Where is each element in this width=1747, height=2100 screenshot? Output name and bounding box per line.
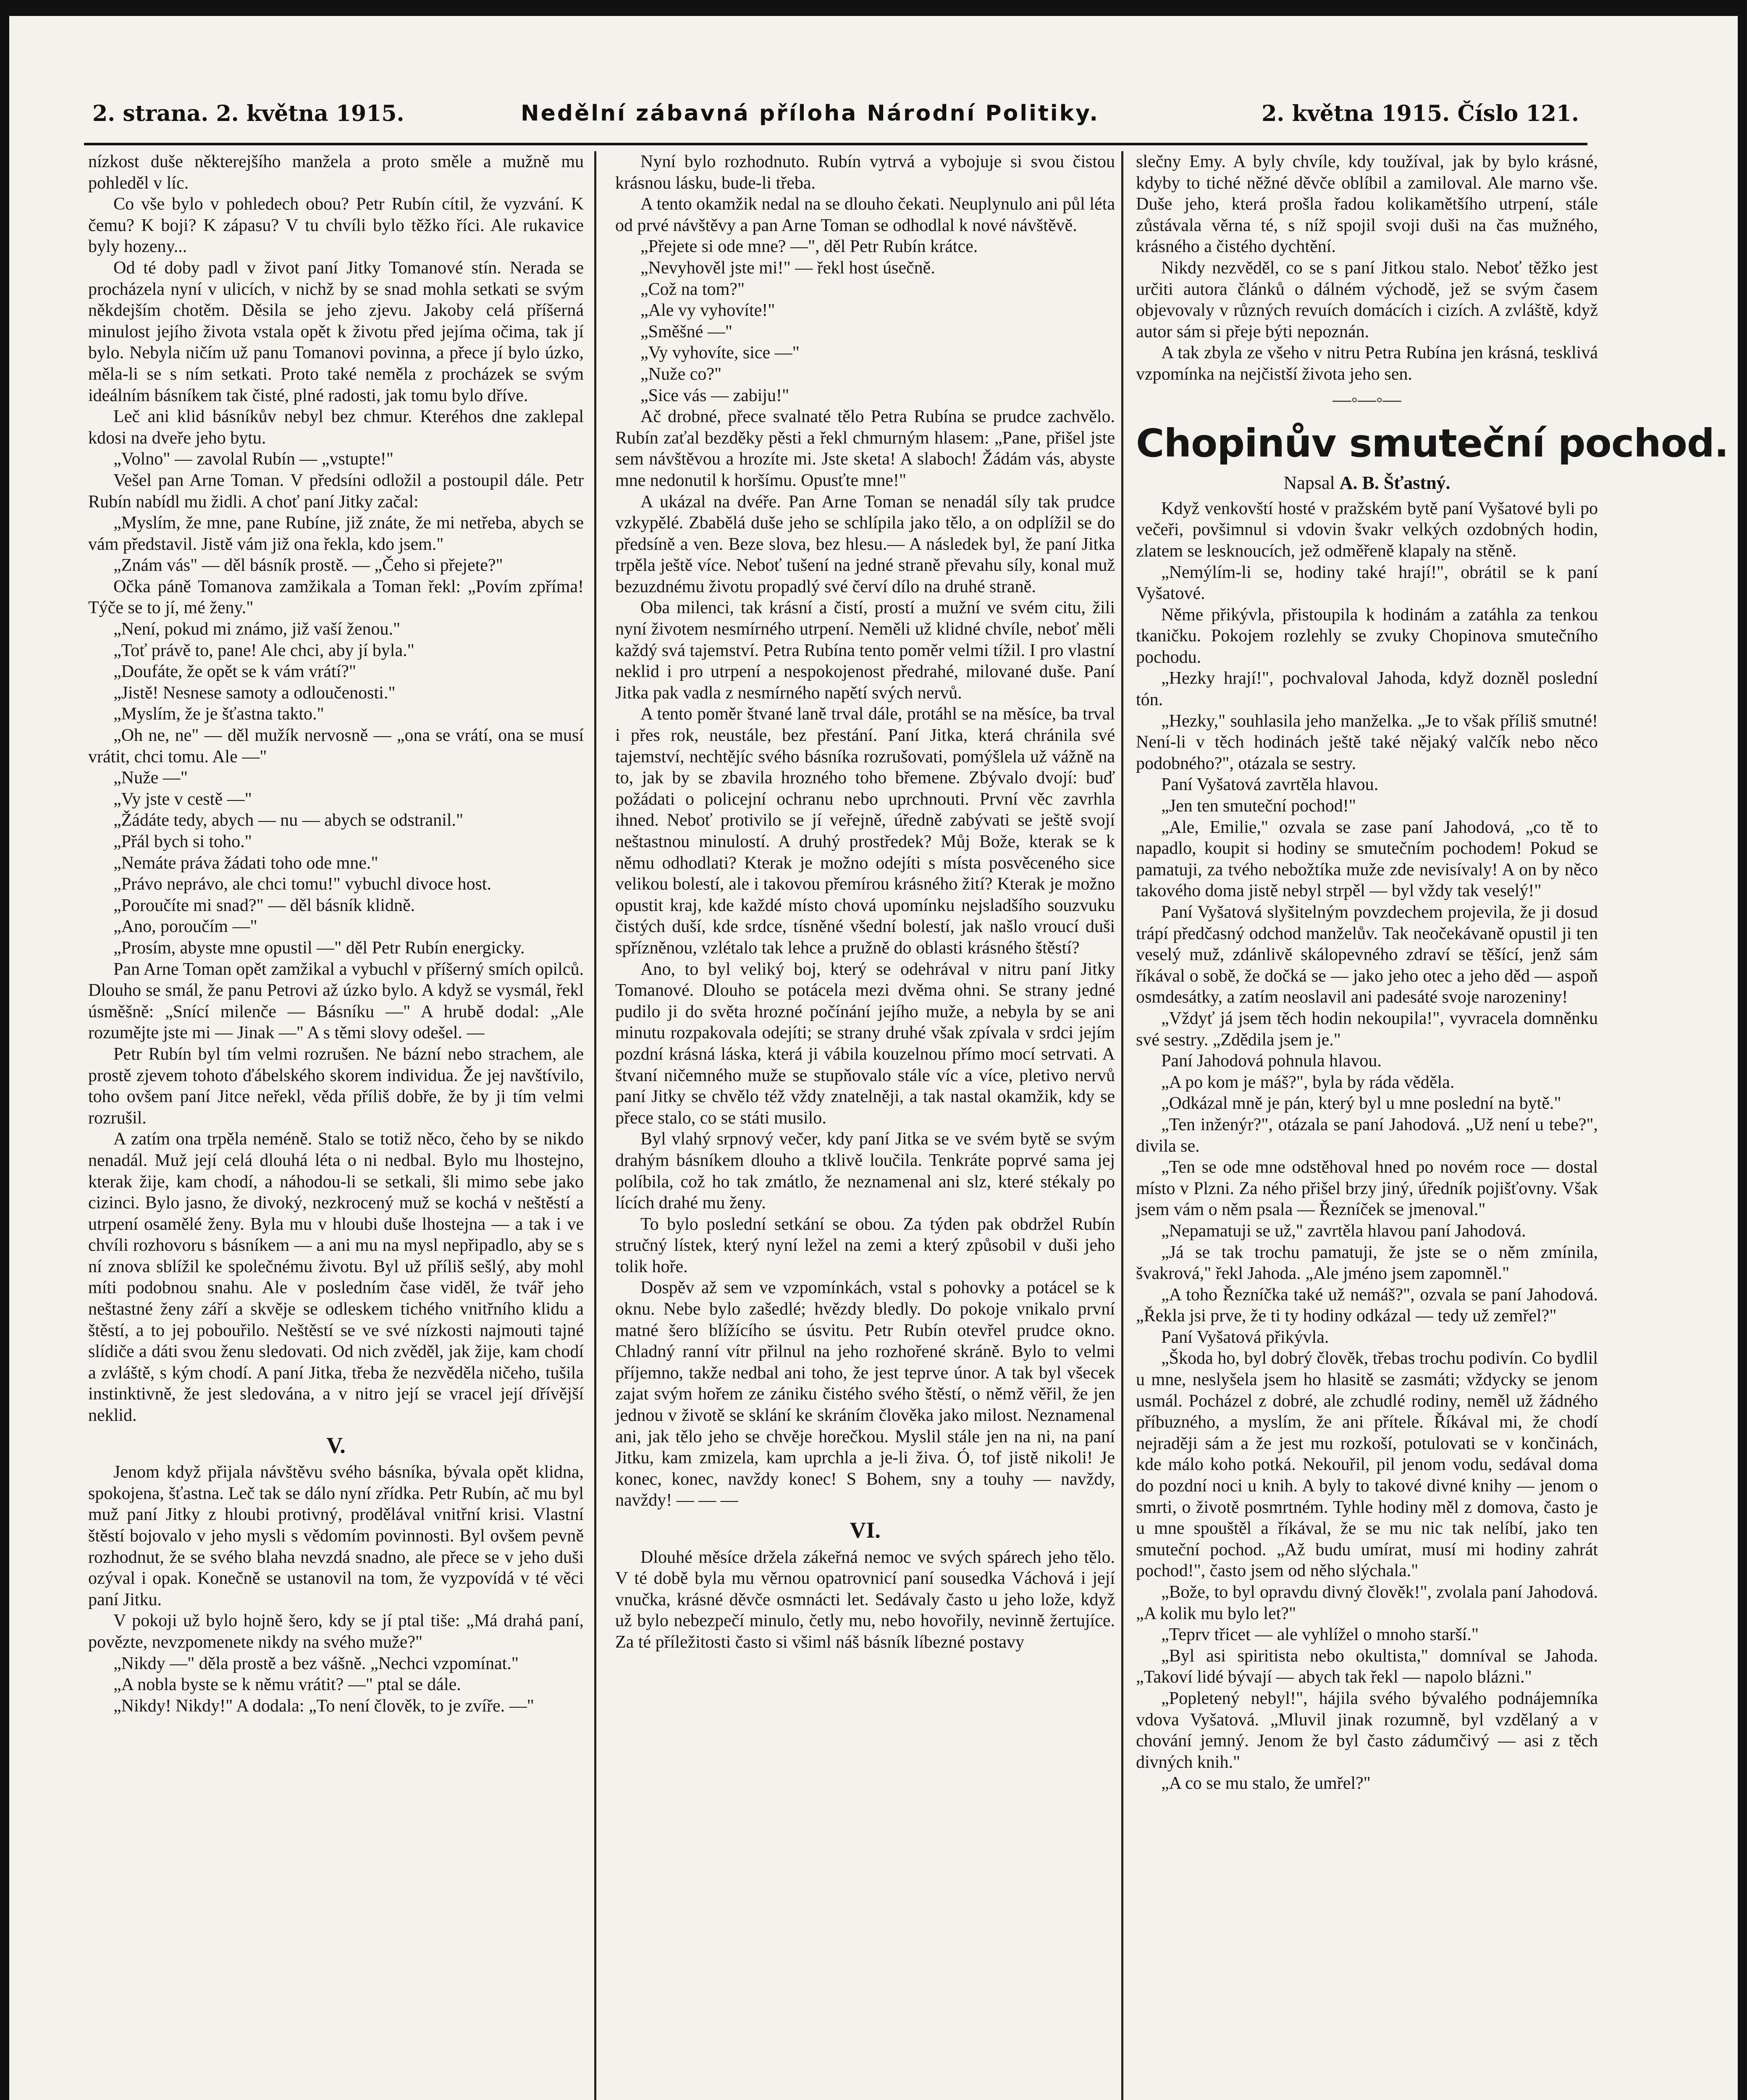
paragraph: Paní Vyšatová přikývla. — [1161, 1327, 1329, 1347]
scan-border-right — [1738, 0, 1747, 2100]
page-header — [92, 101, 1579, 139]
paragraph: „Směšné —" — [640, 322, 732, 341]
paragraph: Nyní bylo rozhodnuto. Rubín vytrvá a vybojuje si svou čistou krásnou lásku, bude-li třeba. — [615, 152, 1115, 193]
paragraph: Dospěv až sem ve vzpomínkách, vstal s pohovky a potácel se k oknu. Nebe bylo zašedlé; hvězdy bledly. Do pokoje vnikalo první matné šero blížícího se úsvitu. Petr Rubín otevřel prudce okno. Chladný ranní vítr přilnul na jeho rozhořené skráně. Bylo to velmi příjemno, takže nedbal ani toho, že jest teprve únor. A tak byl všecek zajat svým hořem ze zániku čistého svého štěstí, o němž věřil, že jen jednou v životě se sklání ke skráním člověka jako milost. Neznamenal ani, jak tělo jeho se chvěje horečkou. Myslil stále jen na ni, na paní Jitku, kam zmizela, kam uprchla a je-li živa. Ó, tof jistě nikoli! Je konec, konec, navždy konec! S Bohem, sny a touhy — navždy, navždy! — — — — [615, 1278, 1115, 1510]
paragraph: „Škoda ho, byl dobrý člověk, třebas trochu podivín. Co bydlil u mne, neslyšela jsem ho hlasitě se zasmáti; vždycky se jenom usmál. Pocházel z dobré, ale zchudlé rodiny, neměl už žádného příbuzného, a myslím, že ani přítele. Říkával mi, že chodí nejraději sám a že jest mu rozkoší, potulovati se v končinách, kde málo koho potká. Nekouřil, pil jenom vodu, sedával doma do pozdní noci u knih. A byly to takové divné knihy — jenom o smrti, o životě posmrtném. Tyhle hodiny měl z domova, často je u mne spouštěl a říkával, že se mu nic tak nelíbí, jako ten smuteční pochod. „Až budu umírat, musí mi hodiny zahrát pochod!", často jsem od něho slýchala." — [1136, 1349, 1598, 1581]
paragraph: „A nobla byste se k němu vrátit? —" ptal se dále. — [113, 1675, 461, 1695]
paragraph: „Myslím, že je šťastna takto." — [113, 704, 324, 724]
paragraph: „Právo neprávo, ale chci tomu!" vybuchl divoce host. — [113, 874, 492, 894]
header-rule — [84, 143, 1587, 145]
paragraph: „Ale, Emilie," ozvala se zase paní Jahodová, „co tě to napadlo, koupit si hodiny se smutečním pochodem! Pokud se pamatuji, za tvého nebožtíka muže zde nevisívaly! A on by něco takového doma jistě nebyl strpěl — byl vždy tak veselý!" — [1136, 817, 1598, 901]
paragraph: „Vždyť já jsem těch hodin nekoupila!", vyvracela domněnku své sestry. „Zdědila jsem je." — [1136, 1008, 1598, 1050]
paragraph: Leč ani klid básníkův nebyl bez chmur. Kteréhos dne zaklepal kdosi na dveře jeho bytu. — [88, 407, 584, 448]
paragraph: „Není, pokud mi známo, již vaší ženou." — [113, 620, 401, 639]
paragraph: Ano, to byl veliký boj, který se odehrával v nitru paní Jitky Tomanové. Dlouho se potácela mezi dvěma ohni. Se strany jedné pudilo ji do světa hrozné počínání jejího muže, a nebyla by se ani minutu rozpakovala odejíti; se strany druhé však zpívala v srdci jejím pozdní krásná láska, která ji vábila kouzelnou přímo mocí setrvati. A štvaní ničemného muže se stupňovalo stále víc a více, pletivo nervů paní Jitky se chvělo též vždy znatelněji, a tak nastal okamžik, kdy se přece stalo, co se státi musilo. — [615, 959, 1115, 1128]
paragraph: „Sice vás — zabiju!" — [640, 386, 790, 405]
paragraph: V pokoji už bylo hojně šero, kdy se jí ptal tiše: „Má drahá paní, povězte, nevzpomenete nikdy na svého muže?" — [88, 1611, 584, 1652]
paragraph: A ukázal na dvéře. Pan Arne Toman se nenadál síly tak prudce vzkypělé. Zbabělá duše jeho se schlípila jako tělo, a on odplížil se do předsíně a ven. Beze slova, bez hlesu.— A následek byl, že paní Jitka trpěla ještě více. Neboť tušení na jedné straně převahu síly, konal muž bezuzdnému životu propadlý své červí dílo na druhé straně. — [615, 492, 1115, 596]
paragraph: „Přejete si ode mne? —", děl Petr Rubín krátce. — [640, 237, 978, 257]
paragraph: „A toho Řezníčka také už nemáš?", ozvala se paní Jahodová. „Řekla jsi prve, že ti ty hodiny odkázal — tedy už zemřel?" — [1136, 1285, 1598, 1326]
column-2 — [615, 151, 1115, 2100]
paragraph: Od té doby padl v život paní Jitky Tomanové stín. Nerada se procházela nyní v ulicích, v nichž by se snad mohla setkati se svým někdejším chotěm. Děsila se jeho zjevu. Jakoby celá příšerná minulost jejího života vstala opět k životu před jejíma očima, tak jí bylo. Nebyla ničím už panu Tomanovi povinna, a přece jí bylo úzko, měla-li se s ním setkati. Proto také neměla z procházek se svým ideálním básníkem tak čisté, plné radosti, jak tomu bylo dříve. — [88, 258, 584, 405]
paragraph: „Nikdy! Nikdy!" A dodala: „To není člověk, to je zvíře. —" — [113, 1696, 534, 1716]
paragraph: „Jen ten smuteční pochod!" — [1161, 796, 1356, 816]
paragraph: „Já se tak trochu pamatuji, že jste se o něm zmínila, švakrová," řekl Jahoda. „Ale jméno jsem zapomněl." — [1136, 1242, 1598, 1284]
paragraph: Paní Vyšatová slyšitelným povzdechem projevila, že ji dosud trápí předčasný odchod manželův. Tak neočekávaně opustil ji ten veselý muž, zdánlivě skálopevného zdraví se těšící, jenž sám říkával o sobě, že dočká se — jako jeho otec a jeho děd — aspoň osmdesátky, a zatím neoslavil ani padesáté svoje narozeniny! — [1136, 903, 1598, 1007]
paragraph: „Znám vás" — děl básník prostě. — „Čeho si přejete?" — [113, 556, 503, 575]
paragraph: slečny Emy. A byly chvíle, kdy toužíval, jak by bylo krásné, kdyby to tiché něžné děvče oblíbil a zamiloval. Ale marno vše. Duše jeho, která prošla řadou kolikamětšího utrpení, stále zůstávala věrna té, s níž spojil svoji duši na čas mužného, krásného a čistého dychtění. — [1136, 152, 1598, 257]
paragraph: „Ano, poroučím —" — [113, 917, 257, 937]
paragraph: „Nikdy —" děla prostě a bez vášně. „Nechci vzpomínat." — [113, 1654, 519, 1673]
section-heading: VI. — [850, 1517, 881, 1543]
paragraph: Když venkovští hosté v pražském bytě paní Vyšatové byli po večeři, povšimnul si vdovin švakr velkých ozdobných hodin, zlatem se lesknoucích, jež odměřeně klapaly na stěně. — [1136, 499, 1598, 561]
byline-author: A. B. Šťastný. — [1339, 472, 1451, 494]
header-date-issue: 2. května 1915. Číslo 121. — [1262, 101, 1579, 126]
paragraph: „A po kom je máš?", byla by ráda věděla. — [1161, 1072, 1455, 1092]
header-page-number: 2. strana. 2. května 1915. — [92, 101, 404, 126]
paragraph: Paní Vyšatová zavrtěla hlavou. — [1161, 775, 1379, 795]
paragraph: Oba milenci, tak krásní a čistí, prostí a mužní ve svém citu, žili nyní životem nesmírného utrpení. Neměli už klidné chvíle, neboť měli každý svá tajemství. Petra Rubína tento poměr velmi tížil. I pro vlastní neklid i pro utrpení a nespokojenost předrahé, milované duše. Paní Jitka pak vadla z nesmírného napětí svých nervů. — [615, 598, 1115, 703]
paragraph: „Bože, to byl opravdu divný člověk!", zvolala paní Jahodová. „A kolik mu bylo let?" — [1136, 1583, 1598, 1623]
paragraph: Nikdy nezvěděl, co se s paní Jitkou stalo. Neboť těžko jest určiti autora článků o dálném východě, jež se svým časem objevovaly v různých revuích domácích i cizích. A zvláště, když autor sám si přeje býti nepoznán. — [1136, 258, 1598, 341]
paragraph: nízkost duše některejšího manžela a proto směle a mužně mu pohleděl v líc. — [88, 152, 584, 193]
paragraph: „Byl asi spiritista nebo okultista," domníval se Jahoda. „Takoví lidé bývají — abych tak řekl — napolo blázni." — [1136, 1646, 1598, 1687]
paragraph: „Toť právě to, pane! Ale chci, aby jí byla." — [113, 640, 414, 660]
paragraph: „Nemáte práva žádati toho ode mne." — [113, 853, 378, 873]
paragraph: „Prosím, abyste mne opustil —" děl Petr Rubín energicky. — [113, 938, 525, 958]
paragraph: „Nemýlím-li se, hodiny také hrají!", obrátil se k paní Vyšatové. — [1136, 562, 1598, 604]
paragraph: Byl vlahý srpnový večer, kdy paní Jitka se ve svém bytě se svým drahým básníkem dlouho a tklivě loučila. Tenkráte poprvé sama jej políbila, což ho tak zmátlo, že neznamenal ani slz, které stékaly po lících drahé mu ženy. — [615, 1129, 1115, 1213]
paragraph: A tento poměr štvané laně trval dále, protáhl se na měsíce, ba trval i přes rok, neustále, bez přestání. Paní Jitka, která chránila své tajemství, nechtějíc svého básníka rozrušovati, pomýšlela už vážně na to, jak by se zbavila hrozného toho břemene. Zbývalo dvojí: buď požádati o policejní ochranu nebo uprchnouti. První věc zavrhla ihned. Neboť protivilo se jí veřejně, úředně zabývati se ještě svojí neštastnou minulostí. A druhý prostředek? Můj Bože, kterak se k němu odhodlati? Kterak je možno odejíti s místa posvěceného sice velikou bolestí, ale i takovou přemírou krásného žití? Kterak je možno opustit kraj, kde každé místo chová upomínku nejsladšího souzvuku čistých duší, kde srdce, tísněné všední bolestí, jak našlo vroucí duši spřízněnou, vzlétalo tak lehce a pružně do oblasti krásného štěstí? — [615, 704, 1115, 958]
paragraph: A zatím ona trpěla neméně. Stalo se totiž něco, čeho by se nikdo nenadál. Muž její celá dlouhá léta o ni nedbal. Bylo mu lhostejno, kterak žije, kam chodí, a náhodou-li se setkali, šli mimo sebe jako cizinci. Bylo jasno, že divoký, nezkrocený muž se kochá v neštěstí a utrpení osamělé ženy. Byla mu v hloubi duše lhostejna — a tak i ve chvíli rozhovoru s básníkem — a ani mu na mysl nepřipadlo, aby se s ní znova sblížil ke společnému životu. Byl už příliš sešlý, aby mohl míti podobnou snahu. Ale v posledním čase viděl, že tvář jeho neštastné ženy září a skvěje se odleskem tichého vnitřního klidu a štěstí, a to jej pobouřilo. Neštěstí se ve své nízkosti najmouti tajné slídiče a dáti svou ženu sledovati. Od nich zvěděl, jak žije, kam chodí a zvláště, s kým chodí. A paní Jitka, třeba že nezvěděla ničeho, tušila instinktivně, že jest sledována, a v nitro její se vracel její dřívější neklid. — [88, 1129, 584, 1425]
paragraph: Něme přikývla, přistoupila k hodinám a zatáhla za tenkou tkaničku. Pokojem rozlehly se zvuky Chopinova smutečního pochodu. — [1136, 605, 1598, 667]
paragraph: „Myslím, že mne, pane Rubíne, již znáte, že mi netřeba, abych se vám představil. Jistě vám již ona řekla, kdo jsem." — [88, 513, 584, 554]
paragraph: Ač drobné, přece svalnaté tělo Petra Rubína se prudce zachvělo. Rubín zaťal bezděky pěsti a řekl chmurným hlasem: „Pane, přišel jste sem návštěvou a hrozíte mi. Jste sketa! A slaboch! Žádám vás, abyste mne nedonutil k horšímu. Opusťte mne!" — [615, 407, 1115, 490]
paragraph: „Nuže —" — [113, 768, 188, 788]
paragraph: Pan Arne Toman opět zamžikal a vybuchl v příšerný smích opilců. Dlouho se smál, že panu Petrovi až úzko bylo. A když se vysmál, řekl úsměšně: „Snící milenče — Básníku —" A hrubě dodal: „Ale rozumějte jste mi — Jinak —" A s těmi slovy odešel. — — [88, 959, 584, 1043]
paragraph: Dlouhé měsíce držela zákeřná nemoc ve svých spárech jeho tělo. V té době byla mu věrnou opatrovnicí paní sousedka Váchová i její vnučka, krásné děvče osmnácti let. Sedávaly často u jeho lože, když už bylo nebezpečí minulo, četly mu, nebo hovořily, nevinně žertujíce. Za té příležitosti často si všiml náš básník líbezné postavy — [615, 1547, 1115, 1652]
paragraph: „Popletený nebyl!", hájila svého bývalého podnájemníka vdova Vyšatová. „Mluvil jinak rozumně, byl vzdělaný a v chování jemný. Jenom že byl často zádumčivý — asi z těch divných knih." — [1136, 1688, 1598, 1772]
paragraph: „Nevyhověl jste mi!" — řekl host úsečně. — [640, 258, 935, 278]
paragraph: „Jistě! Nesnese samoty a odloučenosti." — [113, 683, 396, 703]
paragraph: „Volno" — zavolal Rubín — „vstupte!" — [113, 449, 393, 469]
paragraph: Petr Rubín byl tím velmi rozrušen. Ne bázní nebo strachem, ale prostě zjevem tohoto ďábelského skorem individua. Že jej navštívilo, toho ovšem paní Jitce neřekl, věda příliš dobře, že by ji tím velmi rozrušil. — [88, 1044, 584, 1128]
paragraph: „Odkázal mně je pán, který byl u mne poslední na bytě." — [1161, 1094, 1561, 1113]
article-title: Chopinův smuteční pochod. — [1136, 421, 1729, 466]
column-3 — [1136, 151, 1729, 2100]
ornamental-divider: —◦—◦— — [1333, 389, 1401, 410]
paragraph: „Teprv třicet — ale vyhlížel o mnoho starší." — [1161, 1625, 1479, 1645]
paragraph: „A co se mu stalo, že umřel?" — [1161, 1774, 1371, 1793]
paragraph: „Hezky," souhlasila jeho manželka. „Je to však příliš smutné! Není-li v těch hodinách ještě také nějaký valčík nebo něco podobného?", otázala se sestry. — [1136, 711, 1598, 773]
scan-border-left — [0, 0, 9, 2100]
paragraph: Jenom když přijala návštěvu svého básníka, bývala opět klidna, spokojena, šťastna. Leč tak se dálo nyní zřídka. Petr Rubín, ač mu byl muž paní Jitky z hloubi protivný, prodělával vnitřní krisi. Vlastní štěstí bojovalo v jeho mysli s vědomím povinnosti. Byl ovšem pevně rozhodnut, že se svého blaha nevzdá snadno, ale přece se v jeho duši ozýval i opak. Konečně se ustanovil na tom, že vyzpovídá v té věci paní Jitku. — [88, 1462, 584, 1609]
paragraph: „Nepamatuji se už," zavrtěla hlavou paní Jahodová. — [1161, 1221, 1526, 1241]
scan-border-top — [0, 0, 1747, 16]
paragraph: „Vy vyhovíte, sice —" — [640, 343, 800, 363]
paragraph: Co vše bylo v pohledech obou? Petr Rubín cítil, že vyzvání. K čemu? K boji? K zápasu? V tu chvíli bylo těžko říci. Ale rukavice byly hozeny... — [88, 194, 584, 257]
paragraph: „Ale vy vyhovíte!" — [640, 301, 775, 320]
header-publication-title: Nedělní zábavná příloha Národní Politiky. — [521, 101, 1100, 126]
paragraph: „Oh ne, ne" — děl mužík nervosně — „ona se vrátí, ona se musí vrátit, chci tomu. Ale —" — [88, 726, 584, 766]
paragraph: „Ten se ode mne odstěhoval hned po novém roce — dostal místo v Plzni. Za ného přišel brzy jiný, úředník pojišťovny. Však jsem vám o něm psala — Řezníček se jmenoval." — [1136, 1158, 1598, 1220]
column-rule — [594, 151, 596, 2100]
paragraph: Paní Jahodová pohnula hlavou. — [1161, 1051, 1382, 1071]
section-heading: V. — [326, 1432, 346, 1458]
paragraph: A tento okamžik nedal na se dlouho čekati. Neuplynulo ani půl léta od prvé návštěvy a pan Arne Toman se odhodlal k nové návštěvě. — [615, 194, 1115, 235]
paragraph: „Žádáte tedy, abych — nu — abych se odstranil." — [113, 811, 464, 830]
paragraph: „Poroučíte mi snad?" — děl básník klidně. — [113, 895, 415, 915]
column-1 — [88, 151, 584, 2100]
column-rule — [1121, 151, 1123, 2100]
paragraph: „Hezky hrají!", pochvaloval Jahoda, když dozněl poslední tón. — [1136, 669, 1598, 710]
paragraph: „Přál bych si toho." — [113, 832, 252, 851]
paragraph: To bylo poslední setkání se obou. Za týden pak obdržel Rubín stručný lístek, který nyní ležel na zemi a který způsobil v duši jeho tolik hoře. — [615, 1214, 1115, 1276]
byline-prefix: Napsal — [1283, 472, 1335, 494]
paragraph: „Doufáte, že opět se k vám vrátí?" — [113, 662, 357, 682]
paragraph: „Vy jste v cestě —" — [113, 789, 252, 809]
paragraph: Vešel pan Arne Toman. V předsíni odložil a postoupil dále. Petr Rubín nabídl mu židli. A choť paní Jitky začal: — [88, 470, 584, 512]
paragraph: „Což na tom?" — [640, 279, 745, 299]
paragraph: „Ten inženýr?", otázala se paní Jahodová. „Už není u tebe?", divila se. — [1136, 1115, 1598, 1156]
paragraph: A tak zbyla ze všeho v nitru Petra Rubína jen krásná, tesklivá vzpomínka na nejčistší života jeho sen. — [1136, 343, 1598, 384]
paragraph: Očka páně Tomanova zamžikala a Toman řekl: „Povím zpříma! Týče se to jí, mé ženy." — [88, 577, 584, 618]
paragraph: „Nuže co?" — [640, 364, 722, 384]
byline — [1136, 472, 1598, 494]
